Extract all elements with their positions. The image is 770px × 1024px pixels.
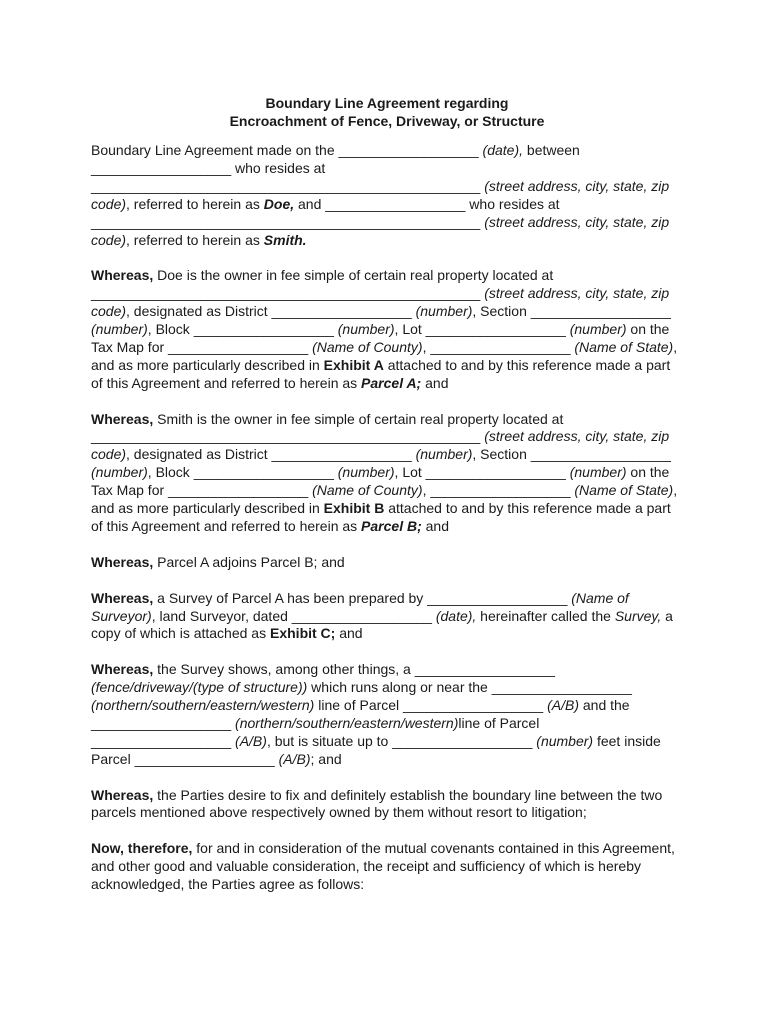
text-run: Whereas, <box>91 661 154 678</box>
paragraph-whereas-parties-desire <box>91 787 683 823</box>
text-run: (Name of State) <box>574 482 674 499</box>
title-line-1: Boundary Line Agreement regarding <box>265 95 509 111</box>
text-run: hereinafter called the <box>476 607 615 624</box>
text-run: for and in consideration of the mutual covenants contained in this Agreement, and other good and valuable consideration, the receipt and sufficiency of which is hereby acknowledged, the Parties agree as follows: <box>91 840 675 893</box>
text-run: (number) <box>337 464 395 481</box>
text-run: a Survey of Parcel A has been prepared by __________________ <box>153 589 572 606</box>
text-run: and the __________________ <box>91 697 630 731</box>
text-run: , __________________ <box>422 338 575 355</box>
text-run: Doe, <box>263 195 295 212</box>
text-run: Doe is the owner in fee simple of certain real property located at __________________________________________________ <box>91 267 554 302</box>
text-run: (number) <box>415 446 473 463</box>
text-run: , __________________ <box>422 482 575 499</box>
text-run: Parcel B; <box>361 518 422 534</box>
text-run: (number) <box>569 464 627 481</box>
text-run: (number) <box>415 303 473 320</box>
text-run: (number) <box>91 321 148 338</box>
text-run: Exhibit A <box>323 356 384 373</box>
text-run: , designated as District __________________ <box>126 303 416 320</box>
text-run: , referred to herein as <box>126 195 264 212</box>
text-run: , Block __________________ <box>147 321 338 338</box>
text-run: Whereas, <box>91 553 154 570</box>
text-run: (number) <box>569 321 627 338</box>
document-page <box>91 94 683 894</box>
text-run: and <box>421 518 449 534</box>
text-run: , Lot __________________ <box>394 321 570 338</box>
text-run: on the Tax Map for __________________ <box>91 464 670 499</box>
text-run: Now, therefore, <box>91 840 193 857</box>
text-run: (A/B) <box>278 750 311 767</box>
text-run: feet inside Parcel __________________ <box>91 732 661 767</box>
text-run: (northern/southern/eastern/western) <box>235 714 459 731</box>
text-run: a copy of which is attached as <box>91 607 673 642</box>
text-run: , Lot __________________ <box>394 464 570 481</box>
text-run: and __________________ who resides at __________________________________________________ <box>91 195 560 230</box>
text-run: (street address, city, state, zip code) <box>91 213 670 248</box>
paragraph-now-therefore <box>91 840 683 894</box>
text-run: , Section __________________ <box>472 446 671 463</box>
text-run: , and as more particularly described in <box>91 338 678 373</box>
text-run: (Name of Surveyor) <box>91 589 629 624</box>
text-run: (street address, city, state, zip code) <box>91 428 670 463</box>
text-run: on the Tax Map for __________________ <box>91 321 670 355</box>
text-run: Smith is the owner in fee simple of certain real property located at __________________________________________________ <box>91 410 564 445</box>
text-run: Whereas, <box>91 786 154 803</box>
text-run: and <box>335 625 363 642</box>
text-run: (number) <box>91 464 148 481</box>
text-run: (date), <box>435 607 477 624</box>
title-line-2: Encroachment of Fence, Driveway, or Structure <box>229 113 545 129</box>
text-run: (Name of State) <box>574 338 674 355</box>
text-run: Exhibit B <box>323 500 385 517</box>
text-run: (northern/southern/eastern/western) <box>91 697 315 714</box>
text-run: and <box>421 374 449 391</box>
text-run: attached to and by this reference made a part of this Agreement and referred to herein as <box>91 500 671 534</box>
text-run: , designated as District __________________ <box>126 446 416 463</box>
text-run: Exhibit C; <box>270 625 336 642</box>
text-run: (A/B) <box>235 732 267 749</box>
text-run: which runs along or near the __________________ <box>307 679 632 696</box>
text-run: (Name of County) <box>312 338 423 355</box>
text-run: Smith. <box>263 231 307 248</box>
text-run: , and as more particularly described in <box>91 482 678 517</box>
text-run: the Parties desire to fix and definitely establish the boundary line between the two parcels mentioned above respectively owned by them without resort to litigation; <box>91 786 663 821</box>
text-run: the Survey shows, among other things, a __________________ <box>153 661 555 678</box>
text-run: Whereas, <box>91 589 154 606</box>
text-run: attached to and by this reference made a part of this Agreement and referred to herein as <box>91 356 671 391</box>
text-run: Boundary Line Agreement made on the __________________ <box>91 142 483 158</box>
text-run: (Name of County) <box>312 482 423 499</box>
paragraph-whereas-doe-property <box>91 267 683 392</box>
document-title <box>91 94 683 130</box>
text-run: , Block __________________ <box>147 464 338 481</box>
text-run: (number) <box>337 321 395 338</box>
paragraph-preamble <box>91 142 683 249</box>
text-run: (number) <box>536 732 594 749</box>
text-run: Parcel A; <box>361 374 422 391</box>
text-run: between __________________ who resides at __________________________________________________ <box>91 142 580 194</box>
text-run: (date), <box>482 142 524 158</box>
text-run: ; and <box>310 750 342 767</box>
text-run: line of Parcel __________________ <box>314 697 548 714</box>
text-run: , land Surveyor, dated __________________ <box>151 607 436 624</box>
text-run: (street address, city, state, zip code) <box>91 285 670 320</box>
paragraph-whereas-survey-shows <box>91 661 683 768</box>
text-run: (fence/driveway/(type of structure)) <box>91 679 308 696</box>
paragraph-whereas-survey <box>91 590 683 644</box>
text-run: Whereas, <box>91 410 154 427</box>
text-run: , but is situate up to __________________ <box>266 732 537 749</box>
text-run: Survey, <box>614 607 662 624</box>
paragraph-whereas-adjoins <box>91 554 683 572</box>
paragraph-whereas-smith-property <box>91 411 683 536</box>
text-run: , referred to herein as <box>126 231 264 248</box>
text-run: (A/B) <box>547 697 579 714</box>
text-run: Whereas, <box>91 267 154 284</box>
text-run: (street address, city, state, zip code) <box>91 177 670 212</box>
text-run: Parcel A adjoins Parcel B; and <box>153 553 345 570</box>
text-run: , Section __________________ <box>472 303 671 320</box>
text-run: line of Parcel __________________ <box>91 714 540 749</box>
